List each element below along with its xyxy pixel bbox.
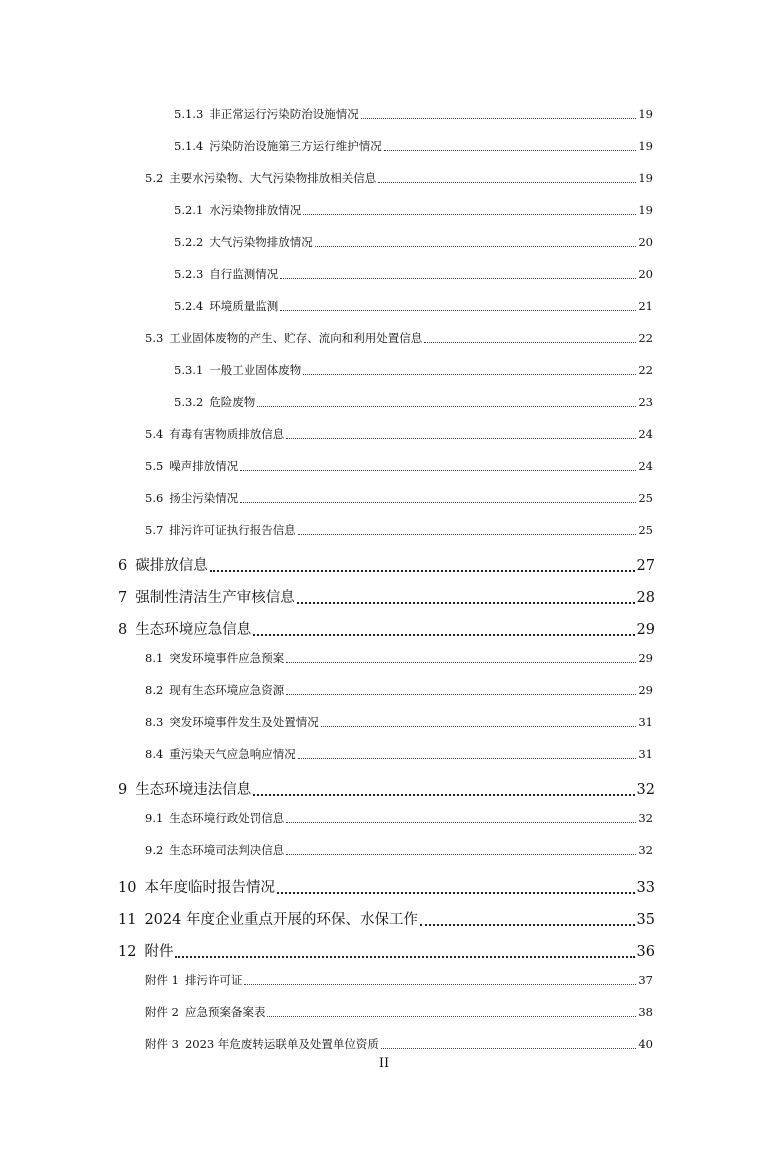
toc-entry[interactable] (174, 202, 653, 218)
toc-entry[interactable] (145, 1004, 653, 1020)
toc-dot-leader (240, 469, 636, 471)
toc-entry[interactable] (145, 682, 653, 698)
toc-entry[interactable] (174, 394, 653, 410)
toc-entry-number: 5.4 (145, 427, 164, 441)
toc-dot-leader (253, 633, 634, 636)
toc-entry[interactable] (118, 554, 655, 575)
toc-entry-title: 危险废物 (209, 395, 256, 409)
toc-entry-number: 6 (118, 558, 128, 574)
toc-entry-page: 23 (638, 395, 653, 409)
toc-dot-leader (175, 955, 634, 958)
toc-entry-number: 9 (118, 782, 128, 798)
toc-entry-title: 生态环境行政处罚信息 (169, 811, 285, 825)
toc-entry-title: 一般工业固体废物 (209, 363, 302, 377)
toc-entry-number: 5.1.3 (174, 107, 204, 121)
toc-dot-leader (257, 405, 636, 407)
toc-entry-page: 32 (636, 782, 655, 798)
toc-entry-number: 5.3.1 (174, 363, 204, 377)
toc-dot-leader (240, 501, 636, 503)
toc-entry-number: 5.2.4 (174, 299, 204, 313)
toc-entry-page: 40 (638, 1037, 653, 1051)
toc-entry-number: 11 (118, 912, 137, 928)
toc-entry-title: 主要水污染物、大气污染物排放相关信息 (169, 171, 377, 185)
toc-entry-page: 19 (638, 107, 653, 121)
toc-entry-title: 非正常运行污染防治设施情况 (209, 107, 359, 121)
toc-entry-number: 8.2 (145, 683, 164, 697)
toc-entry-title: 生态环境应急信息 (135, 622, 252, 638)
toc-entry-page: 19 (638, 139, 653, 153)
toc-entry-title: 现有生态环境应急资源 (169, 683, 285, 697)
toc-entry-number: 附件 2 (145, 1005, 179, 1019)
toc-dot-leader (210, 569, 635, 572)
toc-entry-number: 12 (118, 944, 137, 960)
toc-entry[interactable] (145, 842, 653, 858)
toc-entry[interactable] (118, 618, 655, 639)
toc-entry[interactable] (145, 458, 653, 474)
toc-entry-page: 31 (638, 715, 653, 729)
toc-entry-number: 5.6 (145, 491, 164, 505)
toc-entry-title: 突发环境事件发生及处置情况 (169, 715, 319, 729)
toc-entry-number: 8.4 (145, 747, 164, 761)
toc-dot-leader (298, 533, 637, 535)
toc-entry-number: 9.1 (145, 811, 164, 825)
toc-entry[interactable] (174, 138, 653, 154)
toc-entry-number: 5.3.2 (174, 395, 204, 409)
toc-dot-leader (277, 891, 635, 894)
toc-entry-title: 污染防治设施第三方运行维护情况 (209, 139, 382, 153)
toc-entry-number: 5.1.4 (174, 139, 204, 153)
toc-entry[interactable] (174, 298, 653, 314)
toc-entry-title: 2024 年度企业重点开展的环保、水保工作 (144, 912, 418, 928)
toc-entry-title: 噪声排放情况 (169, 459, 239, 473)
toc-dot-leader (361, 117, 637, 119)
toc-entry-title: 工业固体废物的产生、贮存、流向和利用处置信息 (169, 331, 423, 345)
toc-dot-leader (378, 181, 636, 183)
toc-dot-leader (420, 923, 635, 926)
toc-entry-page: 33 (636, 880, 655, 896)
toc-dot-leader (286, 821, 636, 823)
toc-dot-leader (303, 213, 636, 215)
toc-entry-number: 5.2.2 (174, 235, 204, 249)
toc-entry-page: 24 (638, 427, 653, 441)
toc-entry-title: 应急预案备案表 (184, 1005, 266, 1019)
toc-entry-page: 19 (638, 171, 653, 185)
toc-entry-number: 9.2 (145, 843, 164, 857)
toc-entry[interactable] (174, 266, 653, 282)
toc-entry-number: 5.2.1 (174, 203, 204, 217)
toc-entry-number: 附件 1 (145, 973, 179, 987)
toc-entry[interactable] (145, 972, 653, 988)
toc-entry[interactable] (145, 330, 653, 346)
toc-entry-page: 29 (636, 622, 655, 638)
toc-entry-number: 10 (118, 880, 137, 896)
toc-entry-page: 19 (638, 203, 653, 217)
toc-entry-page: 36 (636, 944, 655, 960)
toc-dot-leader (280, 309, 636, 311)
toc-entry-title: 自行监测情况 (209, 267, 279, 281)
toc-entry-title: 附件 (144, 944, 174, 960)
toc-entry-number: 5.3 (145, 331, 164, 345)
toc-entry[interactable] (174, 234, 653, 250)
toc-entry-page: 37 (638, 973, 653, 987)
toc-entry-page: 28 (636, 590, 655, 606)
toc-entry-page: 32 (638, 843, 653, 857)
toc-entry-number: 8 (118, 622, 128, 638)
toc-entry-title: 生态环境违法信息 (135, 782, 252, 798)
toc-entry-page: 21 (638, 299, 653, 313)
toc-entry[interactable] (145, 714, 653, 730)
toc-entry[interactable] (145, 650, 653, 666)
toc-entry[interactable] (118, 908, 655, 929)
toc-entry-title: 排污许可证执行报告信息 (169, 523, 296, 537)
toc-entry[interactable] (174, 106, 653, 122)
toc-entry[interactable] (145, 490, 653, 506)
toc-dot-leader (298, 757, 637, 759)
toc-dot-leader (286, 853, 636, 855)
toc-entry[interactable] (118, 778, 655, 799)
toc-entry-page: 22 (638, 331, 653, 345)
toc-dot-leader (297, 601, 635, 604)
toc-entry[interactable] (145, 810, 653, 826)
toc-entry-page: 29 (638, 683, 653, 697)
toc-dot-leader (384, 149, 637, 151)
toc-entry-title: 有毒有害物质排放信息 (169, 427, 285, 441)
toc-entry-page: 20 (638, 235, 653, 249)
toc-entry-title: 2023 年危废转运联单及处置单位资质 (184, 1037, 379, 1051)
toc-entry-title: 水污染物排放情况 (209, 203, 302, 217)
toc-entry-title: 生态环境司法判决信息 (169, 843, 285, 857)
toc-entry-page: 24 (638, 459, 653, 473)
toc-entry-number: 7 (118, 590, 128, 606)
toc-dot-leader (303, 373, 636, 375)
toc-entry[interactable] (174, 362, 653, 378)
toc-dot-leader (286, 437, 636, 439)
toc-entry-page: 20 (638, 267, 653, 281)
toc-entry-page: 35 (636, 912, 655, 928)
toc-entry[interactable] (145, 170, 653, 186)
toc-dot-leader (244, 983, 636, 985)
toc-dot-leader (381, 1047, 636, 1049)
toc-entry-number: 附件 3 (145, 1037, 179, 1051)
toc-entry-number: 8.1 (145, 651, 164, 665)
toc-entry-page: 31 (638, 747, 653, 761)
toc-entry-page: 25 (638, 491, 653, 505)
toc-dot-leader (286, 693, 636, 695)
toc-dot-leader (424, 341, 636, 343)
toc-entry-title: 大气污染物排放情况 (209, 235, 313, 249)
toc-entry[interactable] (118, 586, 655, 607)
toc-entry-title: 突发环境事件应急预案 (169, 651, 285, 665)
toc-entry-number: 8.3 (145, 715, 164, 729)
toc-entry-title: 环境质量监测 (209, 299, 279, 313)
toc-entry-title: 碳排放信息 (135, 558, 208, 574)
toc-entry-page: 25 (638, 523, 653, 537)
toc-entry-page: 29 (638, 651, 653, 665)
toc-entry-page: 27 (636, 558, 655, 574)
toc-dot-leader (286, 661, 636, 663)
toc-entry-title: 排污许可证 (184, 973, 243, 987)
toc-entry[interactable] (118, 940, 655, 961)
toc-entry-number: 5.2 (145, 171, 164, 185)
toc-entry-number: 5.7 (145, 523, 164, 537)
toc-entry[interactable] (145, 746, 653, 762)
toc-entry-title: 本年度临时报告情况 (144, 880, 275, 896)
toc-entry-page: 32 (638, 811, 653, 825)
toc-entry-page: 38 (638, 1005, 653, 1019)
toc-dot-leader (315, 245, 637, 247)
toc-entry[interactable] (145, 1036, 653, 1052)
toc-dot-leader (267, 1015, 636, 1017)
toc-dot-leader (321, 725, 637, 727)
toc-entry-title: 强制性清洁生产审核信息 (135, 590, 295, 606)
toc-dot-leader (280, 277, 636, 279)
toc-entry[interactable] (145, 522, 653, 538)
toc-entry-page: 22 (638, 363, 653, 377)
toc-entry-number: 5.5 (145, 459, 164, 473)
toc-entry-title: 重污染天气应急响应情况 (169, 747, 296, 761)
toc-entry-number: 5.2.3 (174, 267, 204, 281)
toc-entry[interactable] (145, 426, 653, 442)
page-number: II (378, 1056, 390, 1071)
toc-entry[interactable] (118, 876, 655, 897)
toc-dot-leader (253, 793, 634, 796)
toc-entry-title: 扬尘污染情况 (169, 491, 239, 505)
